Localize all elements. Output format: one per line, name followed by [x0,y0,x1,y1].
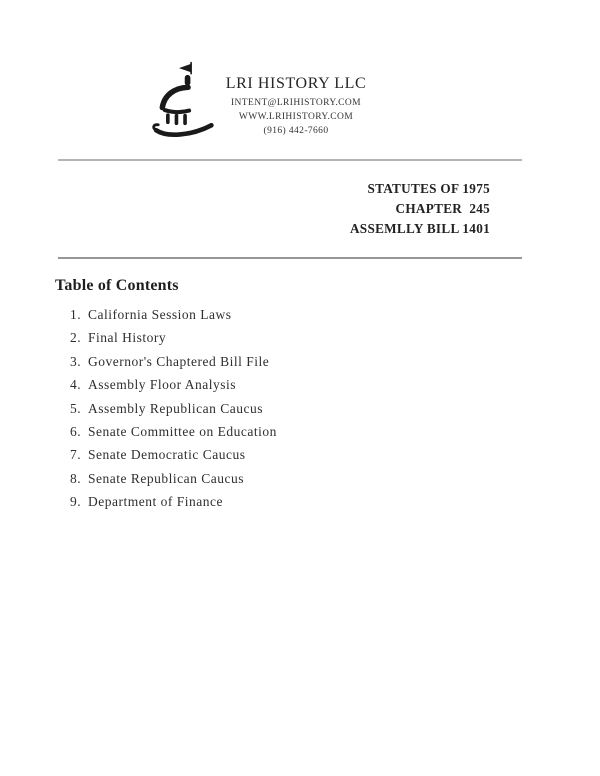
bill-line: ASSEMLLY BILL 1401 [349,221,490,236]
toc-item [70,397,277,420]
toc-item-label: Final History [88,330,167,346]
toc-item-number: 2. [70,330,82,346]
toc-item [70,420,277,443]
toc-item [70,443,277,466]
toc-item [70,467,277,490]
company-email: INTENT@LRIHISTORY.COM [230,98,361,108]
toc-item-label: Assembly Republican Caucus [88,400,263,416]
toc-item-number: 4. [70,377,82,393]
toc-item-label: Governor's Chaptered Bill File [88,353,270,369]
company-phone: (916) 442-7660 [263,126,329,137]
divider-middle [58,257,522,259]
letterhead [196,74,396,139]
toc-item-number: 9. [70,494,82,510]
toc-list [70,303,277,514]
toc-item [70,303,277,326]
statute-reference [58,179,490,239]
toc-item-label: Senate Democratic Caucus [88,447,246,463]
company-website: WWW.LRIHISTORY.COM [238,112,354,123]
toc-item-label: Department of Finance [88,494,223,510]
toc-item [70,326,277,349]
toc-item-label: Senate Republican Caucus [88,470,244,486]
toc-item-number: 8. [70,470,82,486]
toc-item [70,490,277,513]
toc-title: Table of Contents [55,277,179,294]
toc-item-label: Senate Committee on Education [88,424,277,440]
chapter-line: CHAPTER 245 [395,201,490,216]
toc-item-number: 7. [70,447,82,463]
toc-item-number: 5. [70,400,82,416]
toc-item-label: California Session Laws [88,307,232,322]
toc-item-number: 6. [70,424,82,440]
toc-item-number: 3. [70,353,82,369]
toc-item [70,350,277,373]
company-name: LRI HISTORY LLC [225,75,367,92]
toc-item-number: 1. [70,307,82,322]
divider-top [58,159,522,161]
toc-item-label: Assembly Floor Analysis [88,377,237,393]
toc-item [70,373,277,396]
statutes-line: STATUTES OF 1975 [367,181,490,196]
